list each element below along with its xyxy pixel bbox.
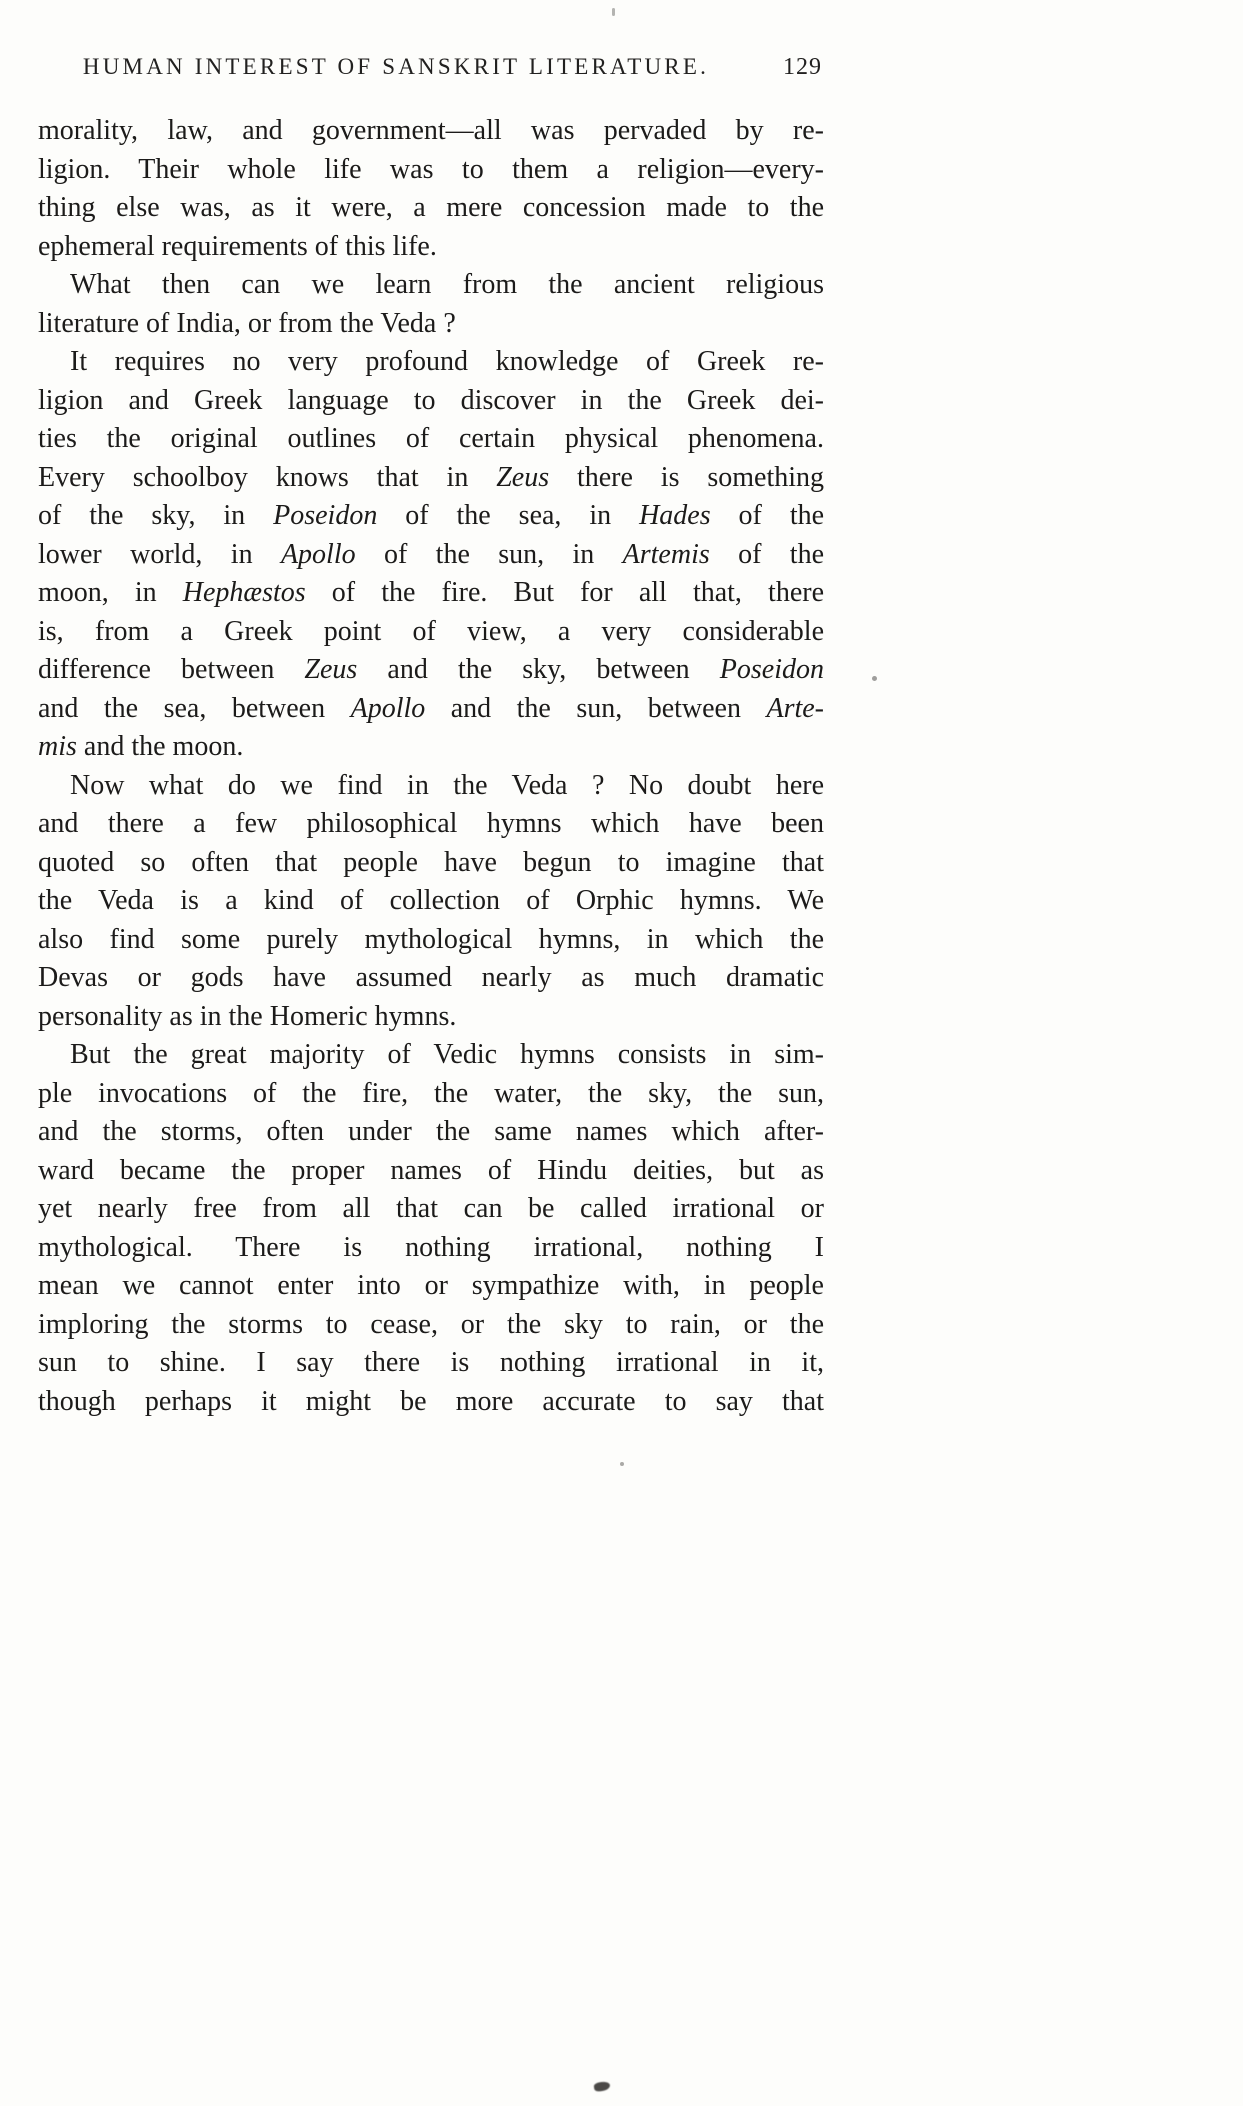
paragraph	[38, 112, 824, 266]
text-segment: Now what do we find in the Veda ? No doubt here	[70, 769, 824, 801]
text-line	[38, 767, 824, 806]
text-segment: But the great majority of Vedic hymns consists in sim-	[70, 1039, 824, 1070]
text-line	[38, 151, 824, 190]
text-segment: ligion and Greek language to discover in the Greek dei-	[38, 384, 824, 416]
paragraph	[38, 343, 824, 767]
paragraph	[38, 1036, 824, 1421]
text-line	[38, 228, 824, 267]
running-title: HUMAN INTEREST OF SANSKRIT LITERATURE.	[82, 54, 710, 79]
page-header	[38, 54, 824, 88]
text-segment: ties the original outlines of certain physical phenomena.	[38, 423, 824, 454]
page-body	[38, 112, 824, 1421]
text-segment: mythological. There is nothing irrational, nothing I	[38, 1231, 824, 1263]
text-line	[38, 1113, 824, 1152]
italic-term: Apollo	[350, 692, 426, 724]
text-segment: It requires no very profound knowledge of Greek re-	[70, 346, 824, 377]
text-segment: thing else was, as it were, a mere concession made to the	[38, 192, 824, 223]
text-line	[38, 497, 824, 536]
italic-term: mis	[38, 731, 77, 762]
text-segment: Every schoolboy knows that in	[38, 461, 497, 493]
text-segment: and the storms, often under the same names which after-	[38, 1116, 824, 1147]
text-line	[38, 651, 824, 690]
text-segment: and the sky, between	[357, 654, 720, 685]
paragraph	[38, 266, 824, 343]
text-segment: though perhaps it might be more accurate to say that	[38, 1385, 824, 1417]
text-line	[38, 613, 824, 652]
text-segment: and there a few philosophical hymns which have been	[38, 808, 824, 839]
text-segment: moon, in	[38, 577, 183, 608]
text-segment: sun to shine. I say there is nothing irrational in it,	[38, 1347, 824, 1378]
text-segment: the Veda is a kind of collection of Orphic hymns. We	[38, 885, 824, 916]
text-line	[38, 882, 824, 921]
text-line	[38, 998, 824, 1037]
text-line	[38, 1190, 824, 1229]
page-number: 129	[783, 54, 822, 80]
text-line	[38, 305, 824, 344]
text-line	[38, 844, 824, 883]
text-segment: What then can we learn from the ancient religious	[70, 269, 824, 300]
text-segment: yet nearly free from all that can be called irrational or	[38, 1193, 824, 1224]
text-line	[38, 690, 824, 729]
text-line	[38, 189, 824, 228]
text-segment: lower world, in	[38, 538, 281, 570]
italic-term: Artemis	[622, 538, 710, 570]
text-segment: difference between	[38, 654, 305, 685]
text-line	[38, 1344, 824, 1383]
text-segment: ple invocations of the fire, the water, the sky, the sun,	[38, 1077, 824, 1109]
text-line	[38, 1229, 824, 1268]
text-segment: is, from a Greek point of view, a very considerable	[38, 615, 824, 647]
text-line	[38, 266, 824, 305]
text-segment: and the sun, between	[425, 692, 767, 724]
scan-artifact	[612, 8, 615, 16]
text-line	[38, 112, 824, 151]
text-segment: Devas or gods have assumed nearly as much dramatic	[38, 962, 824, 993]
text-line	[38, 728, 824, 767]
text-segment: and the moon.	[76, 731, 244, 762]
text-line	[38, 459, 824, 498]
text-line	[38, 382, 824, 421]
text-segment: of the	[709, 538, 825, 570]
text-segment: ward became the proper names of Hindu deities, but as	[38, 1154, 824, 1186]
text-segment: morality, law, and government—all was pervaded by re-	[38, 115, 824, 146]
text-line	[38, 959, 824, 998]
text-line	[38, 1267, 824, 1306]
text-segment: of the sky, in	[38, 500, 274, 531]
italic-term: Apollo	[280, 538, 356, 570]
text-segment: of the fire. But for all that, there	[305, 577, 824, 608]
scan-artifact	[620, 1462, 624, 1466]
text-segment: there is something	[549, 461, 824, 493]
text-line	[38, 805, 824, 844]
paragraph	[38, 767, 824, 1037]
text-segment: personality as in the Homeric hymns.	[38, 1000, 457, 1032]
italic-term: Hephæstos	[182, 577, 306, 608]
italic-term: Hades	[639, 500, 711, 531]
italic-term: Arte-	[766, 692, 824, 724]
text-line	[38, 536, 824, 575]
text-line	[38, 420, 824, 459]
text-segment: ligion. Their whole life was to them a religion—every-	[38, 153, 824, 185]
italic-term: Zeus	[304, 654, 358, 685]
text-line	[38, 1306, 824, 1345]
text-segment: literature of India, or from the Veda ?	[38, 307, 456, 339]
text-line	[38, 1383, 824, 1422]
text-line	[38, 574, 824, 613]
text-segment: mean we cannot enter into or sympathize with, in people	[38, 1270, 824, 1301]
text-segment: of the	[710, 500, 825, 531]
italic-term: Poseidon	[719, 654, 824, 685]
text-line	[38, 1075, 824, 1114]
text-segment: quoted so often that people have begun to imagine that	[38, 846, 824, 878]
scan-artifact	[593, 2081, 610, 2092]
text-segment: of the sun, in	[355, 538, 623, 570]
text-segment: ephemeral requirements of this life.	[38, 230, 437, 262]
text-segment: of the sea, in	[377, 500, 640, 531]
text-line	[38, 921, 824, 960]
italic-term: Zeus	[496, 461, 550, 493]
text-segment: imploring the storms to cease, or the sky to rain, or the	[38, 1308, 824, 1340]
scan-artifact	[872, 676, 877, 681]
text-line	[38, 1036, 824, 1075]
text-line	[38, 343, 824, 382]
italic-term: Poseidon	[273, 500, 378, 531]
text-segment: also find some purely mythological hymns, in which the	[38, 923, 824, 955]
text-segment: and the sea, between	[38, 692, 351, 724]
text-line	[38, 1152, 824, 1191]
